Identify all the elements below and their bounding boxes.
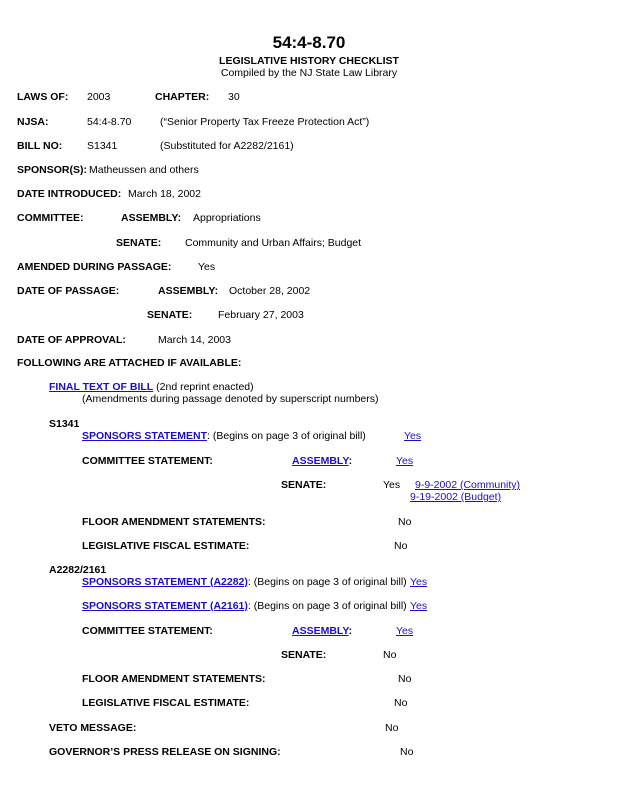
attached-heading: FOLLOWING ARE ATTACHED IF AVAILABLE: (17, 357, 242, 369)
s1341-floor-value: No (398, 516, 412, 528)
s1341-assembly-yes-link[interactable]: Yes (396, 455, 414, 467)
s1341-heading: S1341 (49, 418, 80, 430)
a2282-fiscal-label: LEGISLATIVE FISCAL ESTIMATE: (82, 697, 250, 709)
a2282-assembly-colon: : (348, 625, 353, 637)
date-of-passage-label: DATE OF PASSAGE: (17, 285, 120, 297)
s1341-committee-label: COMMITTEE STATEMENT: (82, 455, 213, 467)
a2282-sponsors-row (82, 576, 407, 588)
s1341-senate-value: Yes (383, 479, 401, 491)
committee-assembly-label: ASSEMBLY: (121, 212, 182, 224)
a2282-fiscal-value: No (394, 697, 408, 709)
final-text-note: (2nd reprint enacted) (156, 381, 254, 393)
s1341-sponsors-yes-link[interactable]: Yes (404, 430, 422, 442)
sponsors-value: Matheussen and others (89, 164, 199, 176)
chapter-label: CHAPTER: (155, 91, 210, 103)
njsa-value: 54:4-8.70 (87, 116, 132, 128)
s1341-sponsors-link[interactable]: SPONSORS STATEMENT (82, 430, 208, 442)
committee-assembly-value: Appropriations (193, 212, 261, 224)
veto-label: VETO MESSAGE: (49, 722, 137, 734)
passage-assembly-label: ASSEMBLY: (158, 285, 219, 297)
laws-of-label: LAWS OF: (17, 91, 69, 103)
a2282-senate-label: SENATE: (281, 649, 327, 661)
s1341-sponsors-row (82, 430, 366, 442)
final-text-link[interactable]: FINAL TEXT OF BILL (49, 381, 154, 393)
passage-senate-value: February 27, 2003 (218, 309, 304, 321)
a2282-assembly-link[interactable]: ASSEMBLY (292, 625, 349, 637)
a2161-sponsors-link[interactable]: SPONSORS STATEMENT (A2161) (82, 600, 248, 612)
bill-no-label: BILL NO: (17, 140, 63, 152)
compiled-by: Compiled by the NJ State Law Library (220, 67, 398, 79)
date-introduced-label: DATE INTRODUCED: (17, 188, 122, 200)
committee-senate-label: SENATE: (116, 237, 162, 249)
press-release-value: No (400, 746, 414, 758)
committee-senate-value: Community and Urban Affairs; Budget (185, 237, 362, 249)
final-text-row (49, 381, 254, 393)
s1341-fiscal-label: LEGISLATIVE FISCAL ESTIMATE: (82, 540, 250, 552)
a2282-sponsors-link[interactable]: SPONSORS STATEMENT (A2282) (82, 576, 248, 588)
amended-value: Yes (198, 261, 216, 273)
s1341-senate-budget-link[interactable]: 9-19-2002 (Budget) (410, 491, 502, 503)
a2282-committee-label: COMMITTEE STATEMENT: (82, 625, 213, 637)
date-of-approval-value: March 14, 2003 (158, 334, 231, 346)
a2282-committee-assembly (292, 625, 352, 637)
laws-of-value: 2003 (87, 91, 111, 103)
page-title: 54:4-8.70 (272, 33, 346, 52)
a2282-floor-value: No (398, 673, 412, 685)
a2161-sponsors-yes-link[interactable]: Yes (410, 600, 428, 612)
act-name: (“Senior Property Tax Freeze Protection Act”) (160, 116, 370, 128)
s1341-senate-label: SENATE: (281, 479, 327, 491)
a2282-sponsors-yes-link[interactable]: Yes (410, 576, 428, 588)
a2282-floor-label: FLOOR AMENDMENT STATEMENTS: (82, 673, 266, 685)
s1341-floor-label: FLOOR AMENDMENT STATEMENTS: (82, 516, 266, 528)
bill-no-note: (Substituted for A2282/2161) (160, 140, 294, 152)
veto-value: No (385, 722, 399, 734)
chapter-value: 30 (228, 91, 240, 103)
passage-assembly-value: October 28, 2002 (229, 285, 311, 297)
s1341-sponsors-note: : (Begins on page 3 of original bill) (207, 430, 366, 442)
page-subtitle: LEGISLATIVE HISTORY CHECKLIST (219, 55, 399, 67)
a2161-sponsors-note: : (Begins on page 3 of original bill) (247, 600, 407, 612)
s1341-committee-assembly (292, 455, 352, 467)
s1341-senate-community-link[interactable]: 9-9-2002 (Community) (415, 479, 521, 491)
passage-senate-label: SENATE: (147, 309, 193, 321)
date-introduced-value: March 18, 2002 (128, 188, 201, 200)
a2161-sponsors-row (82, 600, 407, 612)
a2282-heading: A2282/2161 (49, 564, 107, 576)
committee-label: COMMITTEE: (17, 212, 84, 224)
sponsors-label: SPONSOR(S): (17, 164, 88, 176)
a2282-senate-value: No (383, 649, 397, 661)
press-release-label: GOVERNOR’S PRESS RELEASE ON SIGNING: (49, 746, 281, 758)
s1341-fiscal-value: No (394, 540, 408, 552)
a2282-assembly-yes-link[interactable]: Yes (396, 625, 414, 637)
date-of-approval-label: DATE OF APPROVAL: (17, 334, 126, 346)
amended-label: AMENDED DURING PASSAGE: (17, 261, 172, 273)
njsa-label: NJSA: (17, 116, 49, 128)
bill-no-value: S1341 (87, 140, 118, 152)
amendment-note: (Amendments during passage denoted by superscript numbers) (82, 393, 379, 405)
a2282-sponsors-note: : (Begins on page 3 of original bill) (247, 576, 407, 588)
s1341-assembly-colon: : (348, 455, 353, 467)
s1341-assembly-link[interactable]: ASSEMBLY (292, 455, 349, 467)
